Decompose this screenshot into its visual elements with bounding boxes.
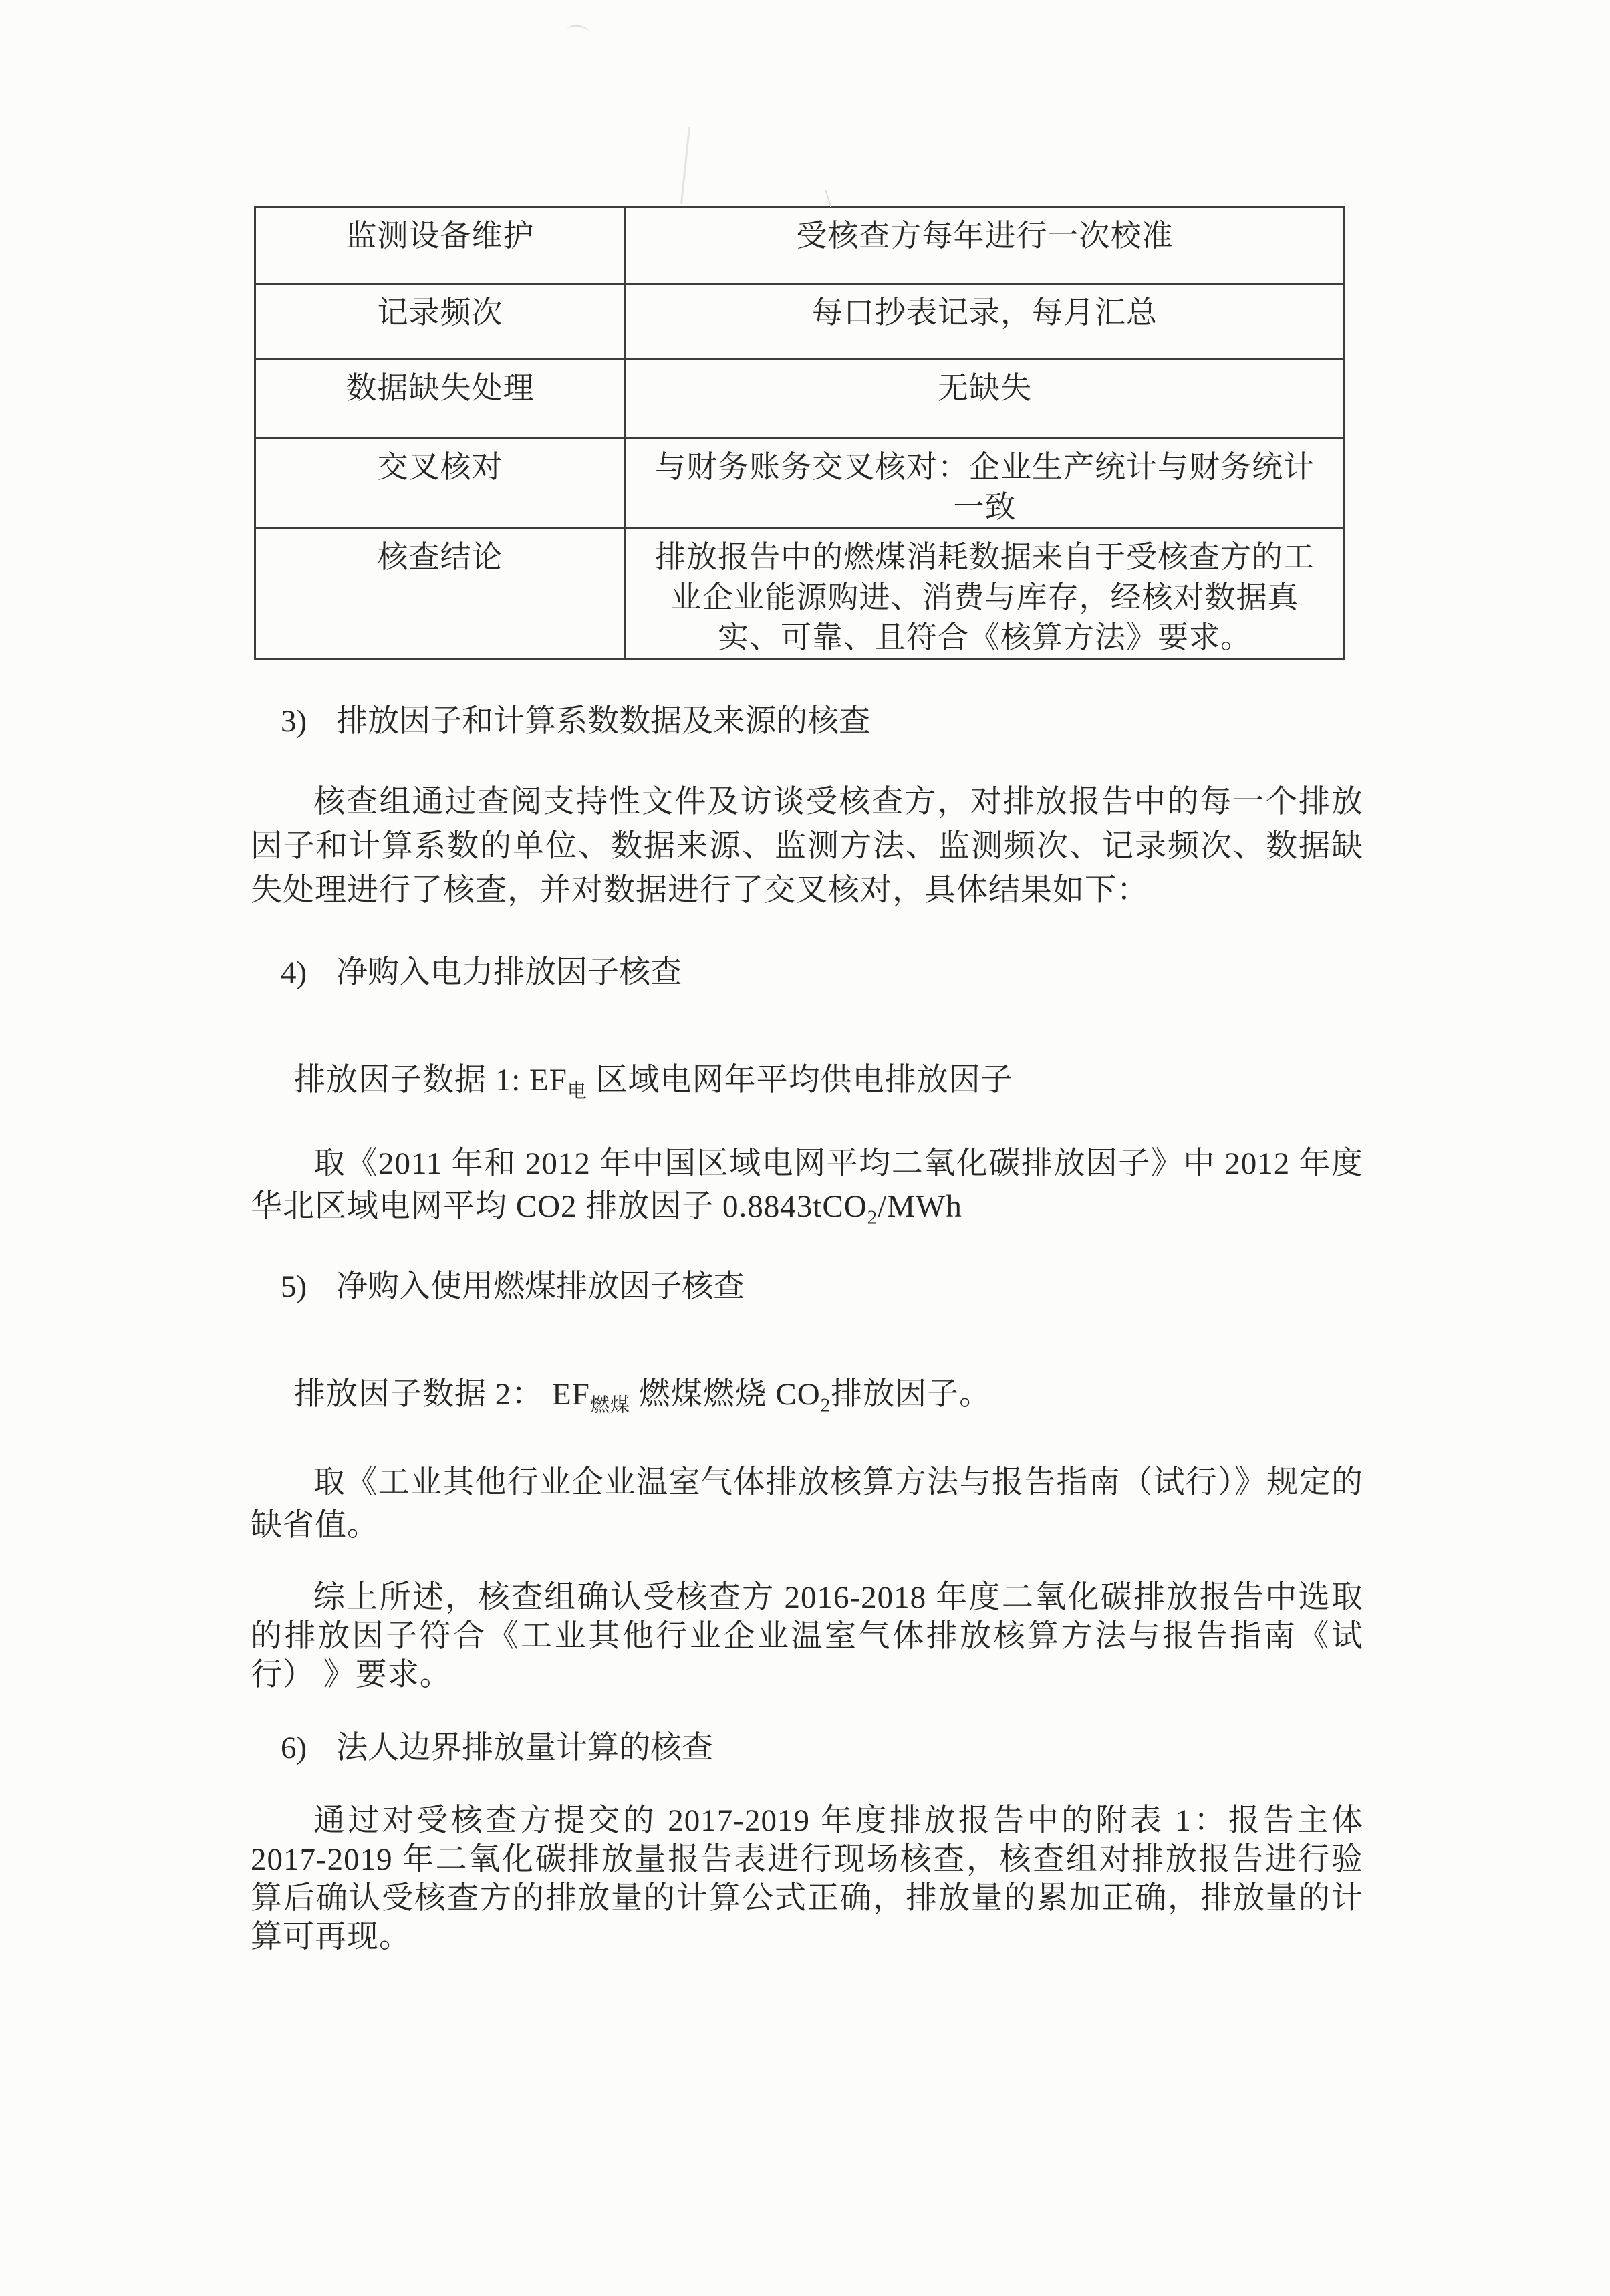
p2-part2: /MWh [878, 1189, 962, 1224]
row-value-missing-data: 无缺失 [626, 360, 1345, 438]
paragraph-summary-conclusion: 综上所述，核查组确认受核查方 2016-2018 年度二氧化碳排放报告中选取的排放因子符合《工业其他行业企业温室气体排放核算方法与报告指南《试行） 》要求。 [251, 1580, 1363, 1692]
table-row [255, 284, 1345, 360]
row-label-monitoring-equipment: 监测设备维护 [255, 207, 626, 284]
scan-artifact [825, 188, 837, 207]
section-title: 净购入使用燃煤排放因子核查 [336, 1269, 745, 1304]
row-label-verification-conclusion: 核查结论 [255, 529, 626, 659]
section-number: 3) [281, 704, 307, 739]
ef1-prefix: 排放因子数据 1: EF [294, 1063, 567, 1098]
verification-table [254, 206, 1345, 660]
scan-artifact [566, 24, 590, 39]
row-value-cross-check: 与财务账务交叉核对：企业生产统计与财务统计一致 [626, 438, 1345, 529]
ef1-suffix: 区域电网年平均供电排放因子 [587, 1063, 1013, 1098]
row-value-monitoring-equipment: 受核查方每年进行一次校准 [626, 207, 1345, 284]
emission-factor-data-2-line [251, 1372, 1363, 1416]
co2-subscript: 2 [867, 1206, 878, 1229]
row-value-record-frequency: 每口抄表记录，每月汇总 [626, 284, 1345, 360]
ef2-prefix: 排放因子数据 2： EF [294, 1377, 590, 1412]
paragraph-boundary-emission-check: 通过对受核查方提交的 2017-2019 年度排放报告中的附表 1：报告主体 2017-2019 年二氧化碳排放量报告表进行现场核查，核查组对排放报告进行验算后确认受核查方的排放量的计算公式正确，排放量的累加正确，排放量的计算可再现。 [251, 1803, 1363, 1954]
section-heading-4 [251, 950, 1363, 995]
section-number: 4) [281, 955, 307, 990]
p2-part1: 取《2011 年和 2012 年中国区域电网平均二氧化碳排放因子》中 2012 年度华北区域电网平均 CO2 排放因子 0.8843tCO [251, 1146, 1363, 1224]
table-row [255, 438, 1345, 529]
row-value-verification-conclusion: 排放报告中的燃煤消耗数据来自于受核查方的工业企业能源购进、消费与库存，经核对数据真实、可靠、且符合《核算方法》要求。 [626, 529, 1345, 659]
section-number: 6) [281, 1731, 307, 1765]
ef2-mid: 燃煤燃烧 CO [630, 1377, 821, 1412]
row-label-cross-check: 交叉核对 [255, 438, 626, 529]
section-title: 净购入电力排放因子核查 [336, 955, 682, 990]
ef2-suffix: 排放因子。 [831, 1377, 992, 1412]
section-title: 法人边界排放量计算的核查 [336, 1731, 714, 1765]
table-row [255, 207, 1345, 284]
emission-factor-data-1-line [251, 1058, 1363, 1102]
scan-artifact [680, 127, 690, 204]
section-title: 排放因子和计算系数数据及来源的核查 [336, 704, 871, 739]
ef2-subscript: 燃煤 [589, 1394, 630, 1416]
section-heading-5 [251, 1265, 1363, 1309]
section-heading-6 [251, 1726, 1363, 1770]
table-row [255, 360, 1345, 438]
section-heading-3 [251, 699, 1363, 743]
paragraph-default-value: 取《工业其他行业企业温室气体排放核算方法与报告指南（试行）》规定的缺省值。 [251, 1465, 1363, 1543]
paragraph-emission-factor-check: 核查组通过查阅支持性文件及访谈受核查方，对排放报告中的每一个排放因子和计算系数的单位、数据来源、监测方法、监测频次、记录频次、数据缺失处理进行了核查，并对数据进行了交叉核对，具体结果如下： [251, 785, 1363, 908]
paragraph-grid-emission-factor [251, 1142, 1363, 1228]
section-number: 5) [281, 1269, 307, 1304]
co2-subscript: 2 [820, 1394, 831, 1416]
row-label-missing-data: 数据缺失处理 [255, 360, 626, 438]
ef1-subscript: 电 [567, 1080, 587, 1102]
row-label-record-frequency: 记录频次 [255, 284, 626, 360]
table-row [255, 529, 1345, 659]
